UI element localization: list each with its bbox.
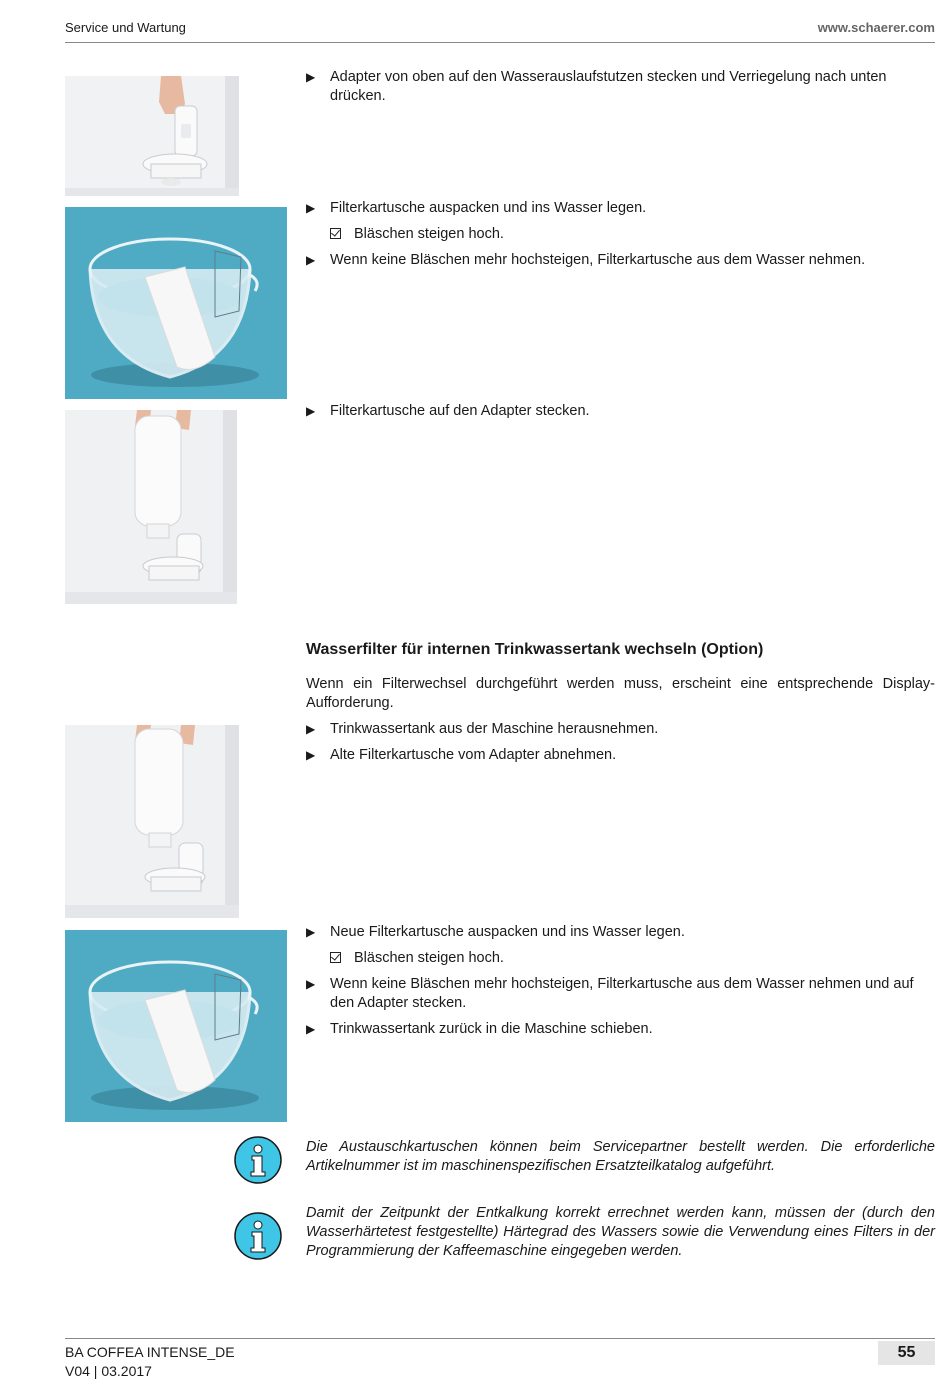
arrow-right-icon: ▶	[306, 748, 316, 762]
step-text: Trinkwassertank zurück in die Maschine schieben.	[330, 1021, 653, 1037]
step-text: Trinkwassertank aus der Maschine herausnehmen.	[330, 721, 659, 737]
checkbox-checked-icon	[330, 228, 341, 239]
photo-old-cartridge	[65, 725, 287, 918]
result-item	[306, 949, 935, 968]
result-text: Bläschen steigen hoch.	[354, 226, 504, 242]
arrow-right-icon: ▶	[306, 253, 316, 267]
footer-version: V04 | 03.2017	[65, 1363, 152, 1379]
block2-text	[306, 199, 935, 277]
arrow-right-icon: ▶	[306, 1022, 316, 1036]
header-rule	[65, 42, 935, 43]
section2-text	[306, 675, 935, 772]
arrow-right-icon: ▶	[306, 404, 316, 418]
footer-rule	[65, 1338, 935, 1339]
info-icon	[233, 1211, 283, 1261]
info-icon	[233, 1135, 283, 1185]
step-text: Wenn keine Bläschen mehr hochsteigen, Filterkartusche aus dem Wasser nehmen.	[330, 252, 866, 268]
block1-text	[306, 68, 935, 113]
step-item	[306, 402, 935, 421]
arrow-right-icon: ▶	[306, 977, 316, 991]
page-number: 55	[878, 1341, 935, 1365]
info-note: Die Austauschkartuschen können beim Servicepartner bestellt werden. Die erforderliche Artikelnummer ist im maschinenspezifischen Ersatzteilkatalog aufgeführt.	[306, 1139, 935, 1174]
intro-paragraph: Wenn ein Filterwechsel durchgeführt werden muss, erscheint eine entsprechende Display-Aufforderung.	[306, 676, 935, 711]
step-item	[306, 251, 935, 270]
footer-doc-name: BA COFFEA INTENSE_DE	[65, 1344, 235, 1360]
arrow-right-icon: ▶	[306, 722, 316, 736]
step-item	[306, 975, 935, 1013]
block3-text	[306, 402, 935, 428]
section-heading: Wasserfilter für internen Trinkwassertank wechseln (Option)	[306, 641, 764, 658]
arrow-right-icon: ▶	[306, 201, 316, 215]
step-text: Alte Filterkartusche vom Adapter abnehmen.	[330, 747, 617, 763]
checkbox-checked-icon	[330, 952, 341, 963]
info-note: Damit der Zeitpunkt der Entkalkung korrekt errechnet werden kann, müssen der (durch den Wasserhärtetest festgestellte) Härtegrad des Wassers sowie die Verwendung eines Filters in der Programmierung der Kaffeemaschine eingegeben werden.	[306, 1205, 935, 1259]
step-item	[306, 720, 935, 739]
arrow-right-icon: ▶	[306, 70, 316, 84]
photo-new-cartridge-in-water	[65, 930, 287, 1122]
step-item	[306, 746, 935, 765]
step-item	[306, 923, 935, 942]
step-item	[306, 1020, 935, 1039]
footer-doc-info	[65, 1343, 235, 1381]
header-website[interactable]: www.schaerer.com	[817, 20, 935, 35]
photo-cartridge-on-adapter	[65, 410, 287, 604]
result-item	[306, 225, 935, 244]
step-text: Wenn keine Bläschen mehr hochsteigen, Filterkartusche aus dem Wasser nehmen und auf den Adapter stecken.	[330, 976, 914, 1011]
step-text: Filterkartusche auspacken und ins Wasser legen.	[330, 200, 647, 216]
photo-adapter-on-outlet	[65, 76, 287, 196]
step-item	[306, 199, 935, 218]
block5-text	[306, 923, 935, 1046]
photo-cartridge-in-water	[65, 207, 287, 399]
arrow-right-icon: ▶	[306, 925, 316, 939]
result-text: Bläschen steigen hoch.	[354, 950, 504, 966]
step-text: Filterkartusche auf den Adapter stecken.	[330, 403, 590, 419]
step-item	[306, 68, 935, 106]
step-text: Neue Filterkartusche auspacken und ins Wasser legen.	[330, 924, 685, 940]
header-section-title: Service und Wartung	[65, 20, 186, 35]
step-text: Adapter von oben auf den Wasserauslaufstutzen stecken und Verriegelung nach unten drücken.	[330, 69, 887, 104]
